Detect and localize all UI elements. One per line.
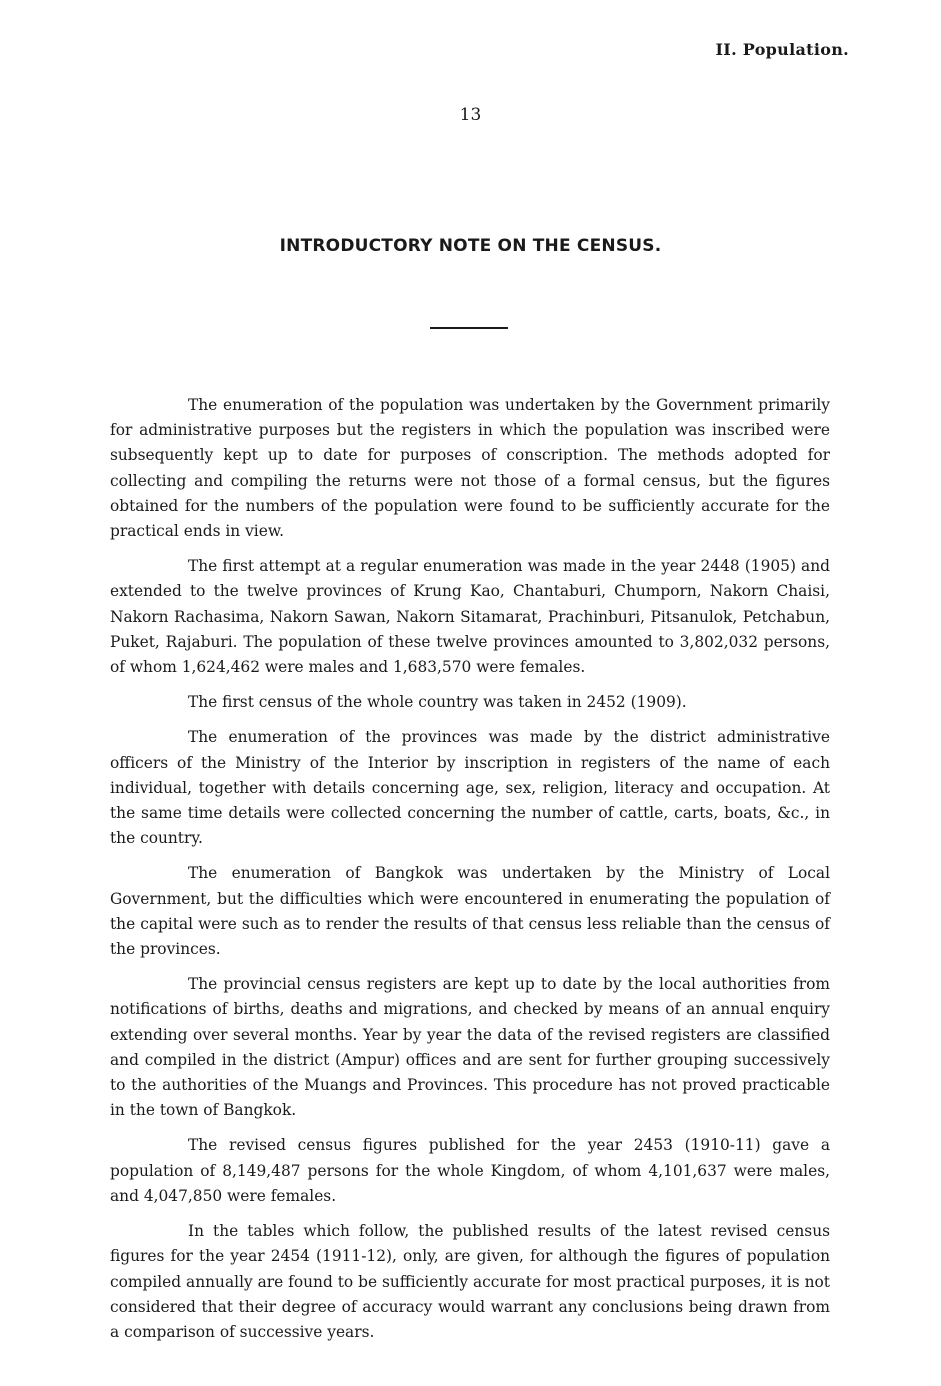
paragraph-revised-figures: The revised census figures published for the year 2453 (1910-11) gave a population of 8,149,487 persons for the whole Kingdom, of whom 4,101,637 were males, and 4,047,850 were females. [110,1136,830,1205]
section-header: II. Population. [715,40,849,59]
paragraph-first-enumeration: The first attempt at a regular enumeration was made in the year 2448 (1905) and extended to the twelve provinces of Krung Kao, Chantaburi, Chumporn, Nakorn Chaisi, Nakorn Rachasima, Nakorn Sawan, Nakorn Sitamarat, Prachinburi, Pitsanulok, Petchabun, Puket, Rajaburi. The population of these twelve provinces amounted to 3,802,032 persons, of whom 1,624,462 were males and 1,683,570 were females. [110,557,830,677]
paragraph-first-census: The first census of the whole country was taken in 2452 (1909). [188,693,687,712]
paragraph-tables: In the tables which follow, the published results of the latest revised census figures for the year 2454 (1911-12), only, are given, for although the figures of population compiled annually are found to be sufficiently accurate for most practical purposes, it is not considered that their degree of accuracy would warrant any conclusions being drawn from a comparison of successive years. [110,1222,830,1341]
document-body [110,393,830,1355]
paragraph-registers: The provincial census registers are kept up to date by the local authorities from notifications of births, deaths and migrations, and checked by means of an annual enquiry extending over several months. Year by year the data of the revised registers are classified and compiled in the district (Ampur) offices and are sent for further grouping successively to the authorities of the Muangs and Provinces. This procedure has not proved practicable in the town of Bangkok. [110,975,830,1120]
document-title: INTRODUCTORY NOTE ON THE CENSUS. [279,236,662,256]
paragraph-bangkok-enumeration: The enumeration of Bangkok was undertaken by the Ministry of Local Government, but the difficulties which were encountered in enumerating the population of the capital were such as to render the results of that census less reliable than the census of the provinces. [110,864,830,959]
title-divider [430,327,508,329]
paragraph-provinces-enumeration: The enumeration of the provinces was made by the district administrative officers of the Ministry of the Interior by inscription in registers of the name of each individual, together with details concerning age, sex, religion, literacy and occupation. At the same time details were collected concerning the number of cattle, carts, boats, &c., in the country. [110,728,830,848]
page-number: 13 [459,105,482,125]
paragraph-purpose: The enumeration of the population was undertaken by the Government primarily for administrative purposes but the registers in which the population was inscribed were subsequently kept up to date for purposes of conscription. The methods adopted for collecting and compiling the returns were not those of a formal census, but the figures obtained for the numbers of the population were found to be sufficiently accurate for the practical ends in view. [110,396,830,541]
